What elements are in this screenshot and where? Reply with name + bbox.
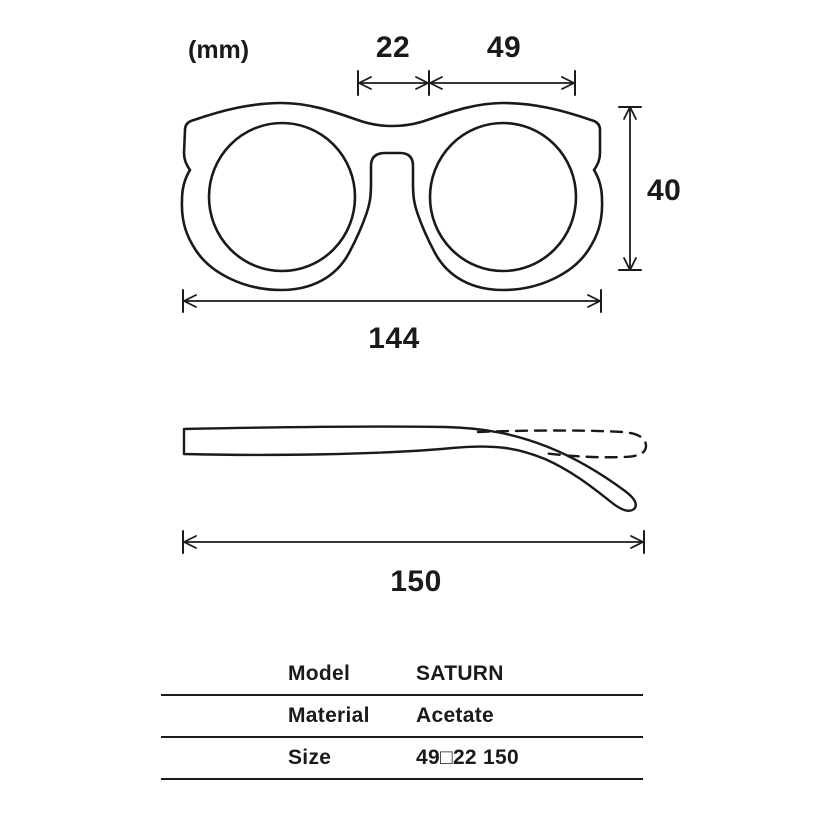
row-value: Acetate: [416, 704, 494, 727]
row-value: SATURN: [416, 662, 504, 685]
row-label: Material: [288, 704, 370, 727]
table-row-material: [161, 696, 643, 738]
lens-width-value: 49: [486, 31, 522, 64]
row-value: 49□22 150: [416, 746, 519, 769]
row-label: Size: [288, 746, 332, 769]
row-label: Model: [288, 662, 351, 685]
dim-line-temple-length: [183, 531, 644, 553]
temple-outline: [184, 427, 636, 511]
left-lens: [209, 123, 355, 271]
bridge-width-value: 22: [375, 31, 411, 64]
table-row-size: [161, 738, 643, 780]
lens-height-value: 40: [647, 174, 682, 207]
right-lens: [430, 123, 576, 271]
dim-line-frame-width: [183, 290, 601, 312]
unit-label: (mm): [188, 36, 250, 64]
frame-width-value: 144: [368, 322, 420, 355]
temple-length-value: 150: [390, 565, 442, 598]
spec-table: [161, 654, 643, 780]
glasses-front-view: [182, 103, 602, 290]
dim-line-bridge-and-lens: [358, 71, 575, 95]
table-row-model: [161, 654, 643, 696]
dim-line-lens-height: [619, 107, 641, 270]
temple-side-view: [184, 427, 646, 511]
